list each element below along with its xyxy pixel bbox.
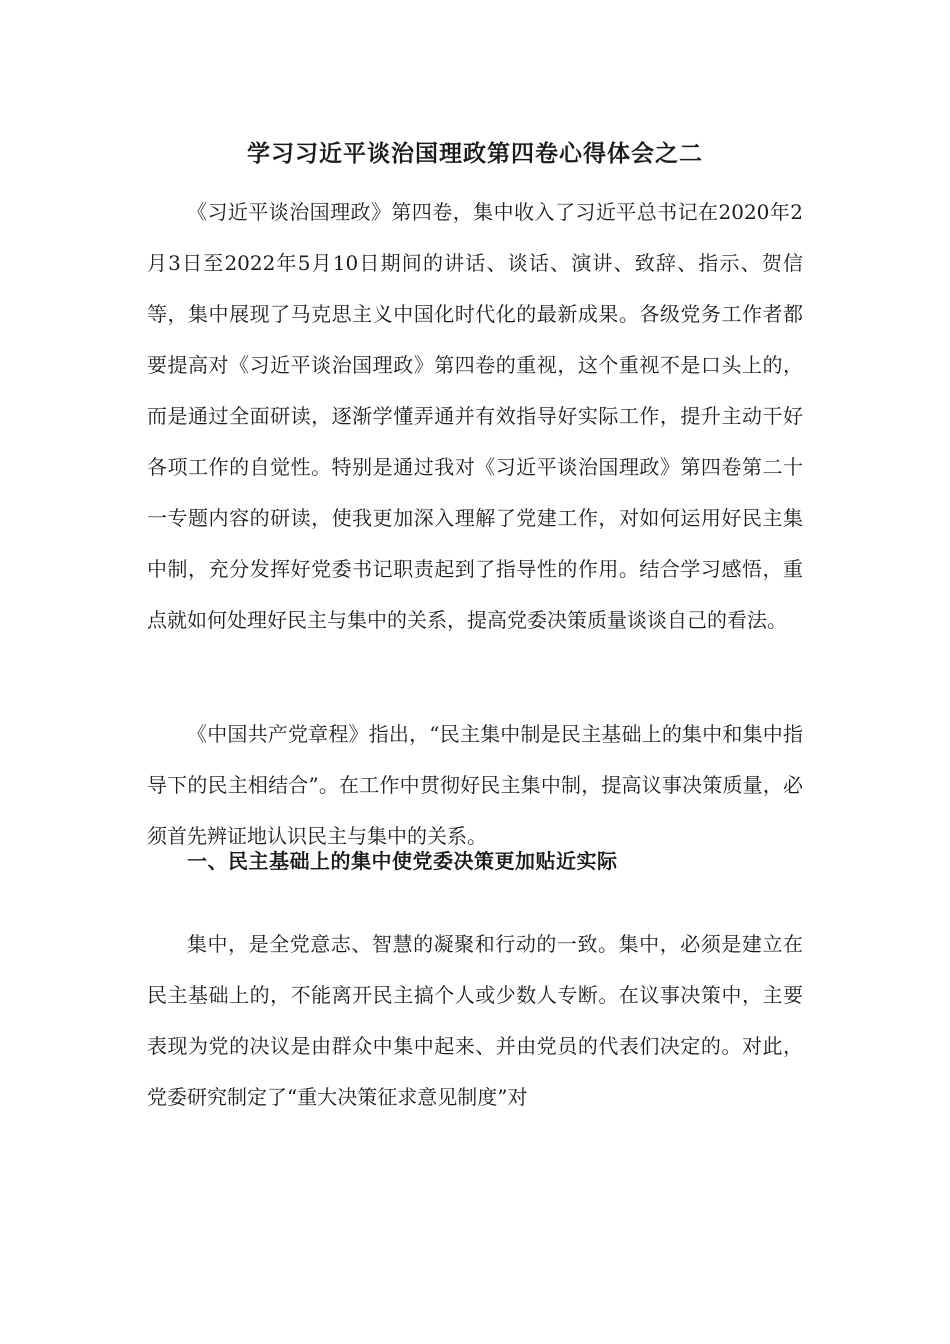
paragraph-section-body: 集中，是全党意志、智慧的凝聚和行动的一致。集中，必须是建立在民主基础上的，不能离开民主搞个人或少数人专断。在议事决策中，主要表现为党的决议是由群众中集中起来、并由党员的代表们决定的。对此，党委研究制定了“重大决策征求意见制度”对 <box>147 932 803 1109</box>
paragraph-intro: 《习近平谈治国理政》第四卷，集中收入了习近平总书记在2020年2月3日至2022年5月10日期间的讲话、谈话、演讲、致辞、指示、贺信等，集中展现了马克思主义中国化时代化的最新成果。各级党务工作者都要提高对《习近平谈治国理政》第四卷的重视，这个重视不是口头上的，而是通过全面研读，逐渐学懂弄通并有效指导好实际工作，提升主动干好各项工作的自觉性。特别是通过我对《习近平谈治国理政》第四卷第二十一专题内容的研读，使我更加深入理解了党建工作，对如何运用好民主集中制，充分发挥好党委书记职责起到了指导性的作用。结合学习感悟，重点就如何处理好民主与集中的关系，提高党委决策质量谈谈自己的看法。 <box>147 200 803 632</box>
document-title: 学习习近平谈治国理政第四卷心得体会之二 <box>247 140 703 167</box>
section-heading: 一、民主基础上的集中使党委决策更加贴近实际 <box>187 849 618 873</box>
paragraph-party-constitution: 《中国共产党章程》指出，“民主集中制是民主基础上的集中和集中指导下的民主相结合”。在工作中贯彻好民主集中制，提高议事决策质量，必须首先辨证地认识民主与集中的关系。 <box>147 722 803 848</box>
